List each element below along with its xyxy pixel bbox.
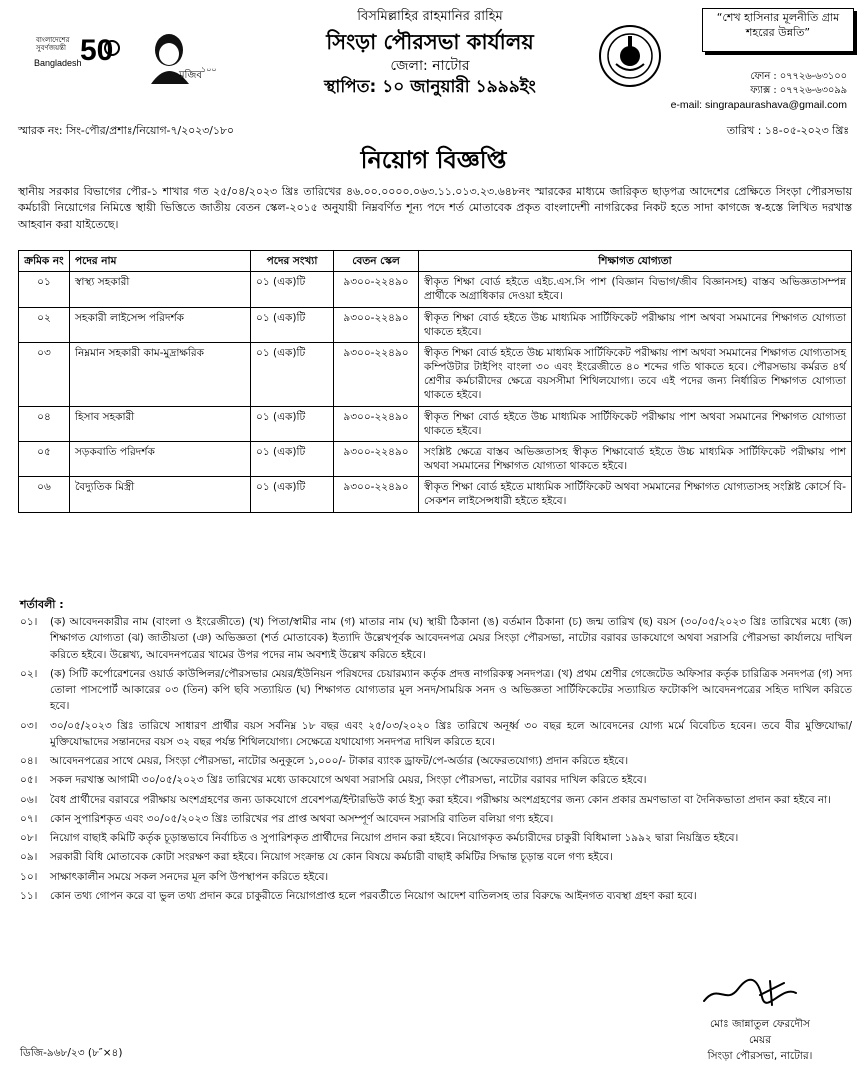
signatory-block — [660, 1017, 860, 1064]
condition-text: নিয়োগ বাছাই কমিটি কর্তৃক চূড়ান্তভাবে নির্বাচিত ও সুপারিশকৃত প্রার্থীদের নিয়োগ প্রদান করা হইবে। নিয়োগকৃত কর্মচারীদের চাকুরী বিধিমালা ১৯৯২ দ্বারা নিয়ন্ত্রিত হইবে। — [50, 832, 739, 845]
cell-serial: ০৬ — [19, 477, 70, 512]
table-header-row — [19, 251, 852, 272]
condition-number: ০৬। — [20, 793, 38, 806]
signature — [700, 975, 810, 1010]
condition-number: ০১। — [20, 616, 38, 628]
list-item — [20, 753, 852, 769]
svg-text:মুজিব: মুজিব — [179, 70, 202, 81]
cell-education: স্বীকৃত শিক্ষা বোর্ড হইতে উচ্চ মাধ্যমিক সার্টিফিকেট পরীক্ষায় পাশ অথবা সমমানের শিক্ষাগত যোগ্যতাসহ কম্পিউটার টাইপিং বাংলা ৩০ এবং ইংরেজীতে ৪০ শব্দের গতি থাকতে হবে। পৌরসভায় কর্মরত ৪র্থ শ্রেণীর কর্মচারীদের ক্ষেত্রে বয়সসীমা শিথিলযোগ্য। তবে এই পদের জন্য নির্ধারিত শিক্ষাগত যোগ্যতা থাকতে হইবে। — [419, 342, 852, 406]
cell-count: ০১ (এক)টি — [251, 441, 334, 476]
cell-serial: ০৪ — [19, 406, 70, 441]
list-item — [20, 849, 852, 865]
established-date: স্থাপিত: ১০ জানুয়ারী ১৯৯৯ইং — [324, 76, 536, 97]
cell-count: ০১ (এক)টি — [251, 477, 334, 512]
svg-text:১০০: ১০০ — [201, 65, 217, 74]
cell-count: ০১ (এক)টি — [251, 272, 334, 307]
col-header-pay: বেতন স্কেল — [334, 251, 419, 272]
signatory-office: সিংড়া পৌরসভা, নাটোর। — [707, 1049, 813, 1062]
condition-text: কোন সুপারিশকৃত এবং ৩০/০৫/২০২৩ খ্রিঃ তারিখের পর প্রাপ্ত অথবা অসম্পূর্ণ আবেদন সরাসরি বাতিল বলিয়া গণ্য হইবে। — [50, 812, 554, 825]
list-item — [20, 614, 852, 663]
cell-pay: ৯৩০০-২২৪৯০ — [334, 477, 419, 512]
condition-text: (ক) আবেদনকারীর নাম (বাংলা ও ইংরেজীতে) (খ) পিতা/স্বামীর নাম (গ) মাতার নাম (ঘ) স্থায়ী ঠিকানা (ঙ) বর্তমান ঠিকানা (চ) জন্ম তারিখ (ছ) বয়স (৩০/০৫/২০২৩ খ্রিঃ তারিখের মধ্যে (জ) শিক্ষাগত যোগ্যতা (ঝ) জাতীয়তা (ঞ) অভিজ্ঞতা (শর্ত মোতাবেক) ইত্যাদি উল্লেখপূর্বক আবেদনপত্র মেয়র সিংড়া পৌরসভা, নাটোর বরাবর ডাকযোগে অথবা সরাসরি পৌরসভা কার্যালয়ে দাখিল করিতে হইবে। উল্লেখ্য, আবেদনপত্রের খামের উপর পদের নাম অবশ্যই উল্লেখ করিতে হইবে। — [50, 616, 852, 661]
contact-info — [637, 70, 847, 114]
bangladesh-50-logo — [32, 28, 124, 76]
condition-text: আবেদনপত্রের সাথে মেয়র, সিংড়া পৌরসভা, নাটোর অনুকূলে ১,০০০/- টাকার ব্যাংক ড্রাফট/পে-অর্ডার (অফেরতযোগ্য) প্রদান করিতে হইবে। — [50, 755, 629, 768]
cell-education: স্বীকৃত শিক্ষা বোর্ড হইতে মাধ্যমিক সার্টিফিকেট অথবা সমমানের শিক্ষাগত যোগ্যতাসহ সংশ্লিষ্ট কোর্সে বি-সেকশন লাইসেন্সধারী হইতে হইবে। — [419, 477, 852, 512]
cell-count: ০১ (এক)টি — [251, 307, 334, 342]
cell-education: স্বীকৃত শিক্ষা বোর্ড হইতে এইচ.এস.সি পাশ (বিজ্ঞান বিভাগ/জীব বিজ্ঞানসহ) বাস্তব অভিজ্ঞতাসম্পন্ন প্রার্থীকে অগ্রাধিকার দেওয়া হইবে। — [419, 272, 852, 307]
cell-post: সড়কবাতি পরিদর্শক — [70, 441, 251, 476]
list-item — [20, 772, 852, 788]
letterhead — [0, 0, 867, 122]
list-item — [20, 792, 852, 808]
intro-paragraph: স্থানীয় সরকার বিভাগের পৌর-১ শাখার গত ২৫/০৪/২০২৩ খ্রিঃ তারিখের ৪৬.০০.০০০০.০৬৩.১১.০১৩.২৩.৬৪৮নং স্মারকের মাধ্যমে জারিকৃত ছাড়পত্র আদেশের প্রেক্ষিতে সিংড়া পৌরসভায় কর্মচারী নিয়োগের নিমিত্তে স্থায়ী ভিত্তিতে জাতীয় বেতন স্কেল-২০১৫ অনুযায়ী নিম্নবর্ণিত শূন্য পদে শর্ত মোতাবেক প্রকৃত বাংলাদেশী নাগরিকের নিকট হতে সাদা কাগজে স্ব-হস্তে লিখিত দরখাস্ত আহবান করা যাইতেছে। — [18, 185, 852, 231]
svg-text:বাংলাদেশের: বাংলাদেশের — [36, 36, 70, 44]
dg-code: ডিজি-৯৬৮/২৩ (৮″×৪) — [20, 1047, 123, 1059]
cell-pay: ৯৩০০-২২৪৯০ — [334, 342, 419, 406]
cell-post: বৈদ্যুতিক মিস্ত্রী — [70, 477, 251, 512]
table-row — [19, 406, 852, 441]
memo-date: তারিখ : ১৪-০৫-২০২৩ খ্রিঃ — [726, 124, 849, 137]
condition-text: কোন তথ্য গোপন করে বা ভুল তথ্য প্রদান করে চাকুরীতে নিয়োগপ্রাপ্ত হলে পরবর্তীতে নিয়োগ আদেশ বাতিলসহ তার বিরুদ্ধে আইনগত ব্যবস্থা গ্রহণ করা হবে। — [50, 889, 697, 902]
list-item — [20, 869, 852, 885]
list-item — [20, 830, 852, 846]
condition-text: ৩০/০৫/২০২৩ খ্রিঃ তারিখে সাধারণ প্রার্থীর বয়স সর্বনিম্ন ১৮ বছর এবং ২৫/০৩/২০২০ খ্রিঃ তারিখে অনূর্ধ্ব ৩০ বছর হলে আবেদনের যোগ্য মর্মে বিবেচিত হবেন। তবে বীর মুক্তিযোদ্ধা/মুক্তিযোদ্ধাদের সন্তানদের বয়স ৩২ বছর পর্যন্ত শিথিলযোগ্য। সেক্ষেত্রে যথাযোগ্য সনদপত্র দাখিল করিতে হবে। — [50, 719, 852, 748]
cell-post: সহকারী লাইসেন্স পরিদর্শক — [70, 307, 251, 342]
slogan-box: “শেখ হাসিনার মূলনীতি গ্রাম শহরের উন্নতি” — [702, 8, 854, 52]
phone: ফোন : ০৭৭২৬-৬৩১০০ — [750, 71, 847, 82]
fax: ফ্যাক্স : ০৭৭২৬-৬৩০৯৯ — [750, 85, 847, 97]
office-header — [230, 8, 630, 99]
cell-pay: ৯৩০০-২২৪৯০ — [334, 307, 419, 342]
cell-pay: ৯৩০০-২২৪৯০ — [334, 272, 419, 307]
col-header-post: পদের নাম — [70, 251, 251, 272]
condition-number: ০২। — [20, 667, 38, 680]
list-item — [20, 811, 852, 827]
signatory-name: মোঃ জান্নাতুল ফেরদৌস — [710, 1018, 810, 1030]
memo-number: স্মারক নং: সিং-পৌর/প্রশাঃ/নিয়োগ-৭/২০২৩/১৮০ — [18, 124, 234, 137]
condition-number: ০৩। — [20, 719, 38, 732]
condition-text: সাক্ষাৎকালীন সময়ে সকল সনদের মূল কপি উপস্থাপন করিতে হইবে। — [50, 870, 329, 883]
condition-text: (ক) সিটি কর্পোরেশনের ওয়ার্ড কাউন্সিলর/পৌরসভার মেয়র/ইউনিয়ন পরিষদের চেয়ারম্যান কর্তৃক প্রদত্ত নাগরিকত্ব সনদপত্র। (খ) প্রথম শ্রেণীর গেজেটেড অফিসার কর্তৃক চারিত্রিক সনদপত্র (গ) সদ্য তোলা পাসপোর্ট আকারের ০৩ (তিন) কপি ছবি সত্যায়িত (ঘ) শিক্ষাগত যোগ্যতার মূল সনদ/সাময়িক সনদ ও অভিজ্ঞতা সার্টিফিকেটের সত্যায়িত ফটোকপি আবেদনপত্রের সহিত দাখিল করিতে হবে। — [50, 667, 852, 713]
condition-text: বৈধ প্রার্থীদের বরাবরে পরীক্ষায় অংশগ্রহণের জন্য ডাকযোগে প্রবেশপত্র/ইন্টারভিউ কার্ড ইস্যু করা হইবে। পরীক্ষায় অংশগ্রহণের জন্য কোন প্রকার ভ্রমণভাতা বা দৈনিকভাতা প্রদান করা হইবে না। — [50, 793, 831, 806]
condition-number: ০৪। — [20, 755, 38, 768]
col-header-serial: ক্রমিক নং — [19, 251, 70, 272]
cell-count: ০১ (এক)টি — [251, 342, 334, 406]
conditions-list — [20, 614, 852, 907]
bismillah: বিসমিল্লাহির রাহমানির রাহিম — [357, 9, 503, 24]
svg-text:সুবর্ণজয়ন্তী: সুবর্ণজয়ন্তী — [36, 44, 66, 52]
condition-number: ০৭। — [20, 812, 38, 825]
cell-post: হিসাব সহকারী — [70, 406, 251, 441]
condition-text: সরকারী বিধি মোতাবেক কোটা সংরক্ষণ করা হইবে। নিয়োগ সংক্রান্ত যে কোন বিষয়ে কর্মচারী বাছাই কমিটির সিদ্ধান্ত চূড়ান্ত বলে গণ্য হইবে। — [50, 851, 613, 864]
signatory-designation: মেয়র — [748, 1033, 772, 1046]
svg-text:50: 50 — [80, 34, 114, 67]
office-name: সিংড়া পৌরসভা কার্যালয় — [326, 29, 534, 54]
cell-serial: ০৫ — [19, 441, 70, 476]
cell-pay: ৯৩০০-২২৪৯০ — [334, 441, 419, 476]
condition-number: ১০। — [20, 870, 38, 883]
col-header-education: শিক্ষাগত যোগ্যতা — [419, 251, 852, 272]
condition-number: ১১। — [20, 889, 38, 902]
table-row — [19, 307, 852, 342]
list-item — [20, 666, 852, 715]
col-header-count: পদের সংখ্যা — [251, 251, 334, 272]
cell-serial: ০৩ — [19, 342, 70, 406]
cell-count: ০১ (এক)টি — [251, 406, 334, 441]
condition-number: ০৫। — [20, 774, 38, 787]
logo-text: Bangladesh — [34, 58, 82, 68]
condition-number: ০৮। — [20, 832, 38, 845]
condition-text: সকল দরখাস্ত আগামী ৩০/০৫/২০২৩ খ্রিঃ তারিখের মধ্যে ডাকযোগে অথবা সরাসরি মেয়র, সিংড়া পৌরসভা, নাটোর বরাবর দাখিল করিতে হইবে। — [50, 774, 647, 787]
table-row — [19, 272, 852, 307]
table-row — [19, 342, 852, 406]
vacancy-table — [18, 250, 852, 513]
cell-serial: ০১ — [19, 272, 70, 307]
cell-education: স্বীকৃত শিক্ষা বোর্ড হইতে উচ্চ মাধ্যমিক সার্টিফিকেট পরীক্ষায় পাশ অথবা সমমানের শিক্ষাগত যোগ্যতা থাকতে হইবে। — [419, 406, 852, 441]
cell-post: স্বাস্থ্য সহকারী — [70, 272, 251, 307]
cell-education: সংশ্লিষ্ট ক্ষেত্রে বাস্তব অভিজ্ঞতাসহ স্বীকৃত শিক্ষাবোর্ড হইতে উচ্চ মাধ্যমিক সার্টিফিকেট পরীক্ষায় পাশ অথবা সমমানের শিক্ষাগত যোগ্যতা থাকতে হইবে। — [419, 441, 852, 476]
conditions-title: শর্তাবলী : — [20, 598, 64, 611]
cell-post: নিম্নমান সহকারী কাম-মুদ্রাক্ষরিক — [70, 342, 251, 406]
table-row — [19, 441, 852, 476]
list-item — [20, 718, 852, 751]
list-item — [20, 888, 852, 904]
cell-pay: ৯৩০০-২২৪৯০ — [334, 406, 419, 441]
condition-number: ০৯। — [20, 851, 38, 864]
notice-title: নিয়োগ বিজ্ঞপ্তি — [360, 146, 507, 174]
cell-education: স্বীকৃত শিক্ষা বোর্ড হইতে উচ্চ মাধ্যমিক সার্টিফিকেট পরীক্ষায় পাশ অথবা সমমানের শিক্ষাগত যোগ্যতা থাকতে হইবে। — [419, 307, 852, 342]
district: জেলা: নাটোর — [390, 57, 470, 74]
cell-serial: ০২ — [19, 307, 70, 342]
email: e-mail: singrapaurashava@gmail.com — [670, 99, 847, 112]
mujib-100-logo — [145, 28, 215, 84]
table-row — [19, 477, 852, 512]
